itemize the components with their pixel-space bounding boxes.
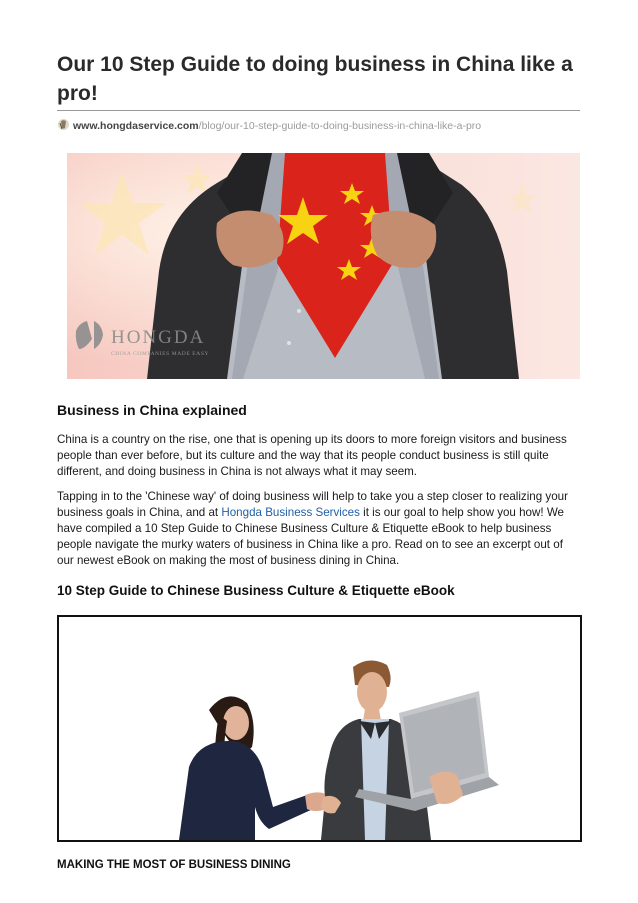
site-favicon-icon bbox=[57, 118, 70, 131]
watermark-tagline: CHINA COMPANIES MADE EASY bbox=[111, 351, 210, 357]
hongda-business-services-link[interactable]: Hongda Business Services bbox=[221, 506, 360, 519]
source-line bbox=[57, 118, 587, 132]
source-path: /blog/our-10-step-guide-to-doing-business-in-china-like-a-pro bbox=[198, 120, 482, 132]
paragraph-hongda-guide bbox=[57, 489, 582, 569]
section-heading-business-in-china: Business in China explained bbox=[57, 402, 247, 418]
source-domain-link[interactable]: www.hongdaservice.com bbox=[73, 120, 199, 132]
watermark-brand: HONGDA bbox=[111, 327, 206, 348]
handshake-photo bbox=[57, 615, 582, 842]
section-heading-ebook: 10 Step Guide to Chinese Business Culture & Etiquette eBook bbox=[57, 583, 455, 598]
section-caption-business-dining: MAKING THE MOST OF BUSINESS DINING bbox=[57, 859, 291, 871]
paragraph-intro: China is a country on the rise, one that is opening up its doors to more foreign visitors and business people than ever before, but its culture and the way that its people conduct business is still quite different, and doing business in China is not always what it may seem. bbox=[57, 433, 567, 478]
hero-image bbox=[67, 153, 580, 379]
paragraph-text-before-link: Tapping in to the 'Chinese way' of doing business will help to take you a step closer to realizing your business goals in China, and at bbox=[57, 490, 568, 519]
paragraph-text-after-link: it is our goal to help show you how! We have compiled a 10 Step Guide to Chinese Business Culture & Etiquette eBook to help business people navigate the murky waters of business in China like a pro. Read on to see an excerpt out of our newest eBook on making the most of business dining in China. bbox=[57, 506, 564, 567]
title-divider bbox=[57, 110, 580, 111]
article-title: Our 10 Step Guide to doing business in China like a pro! bbox=[57, 53, 573, 105]
